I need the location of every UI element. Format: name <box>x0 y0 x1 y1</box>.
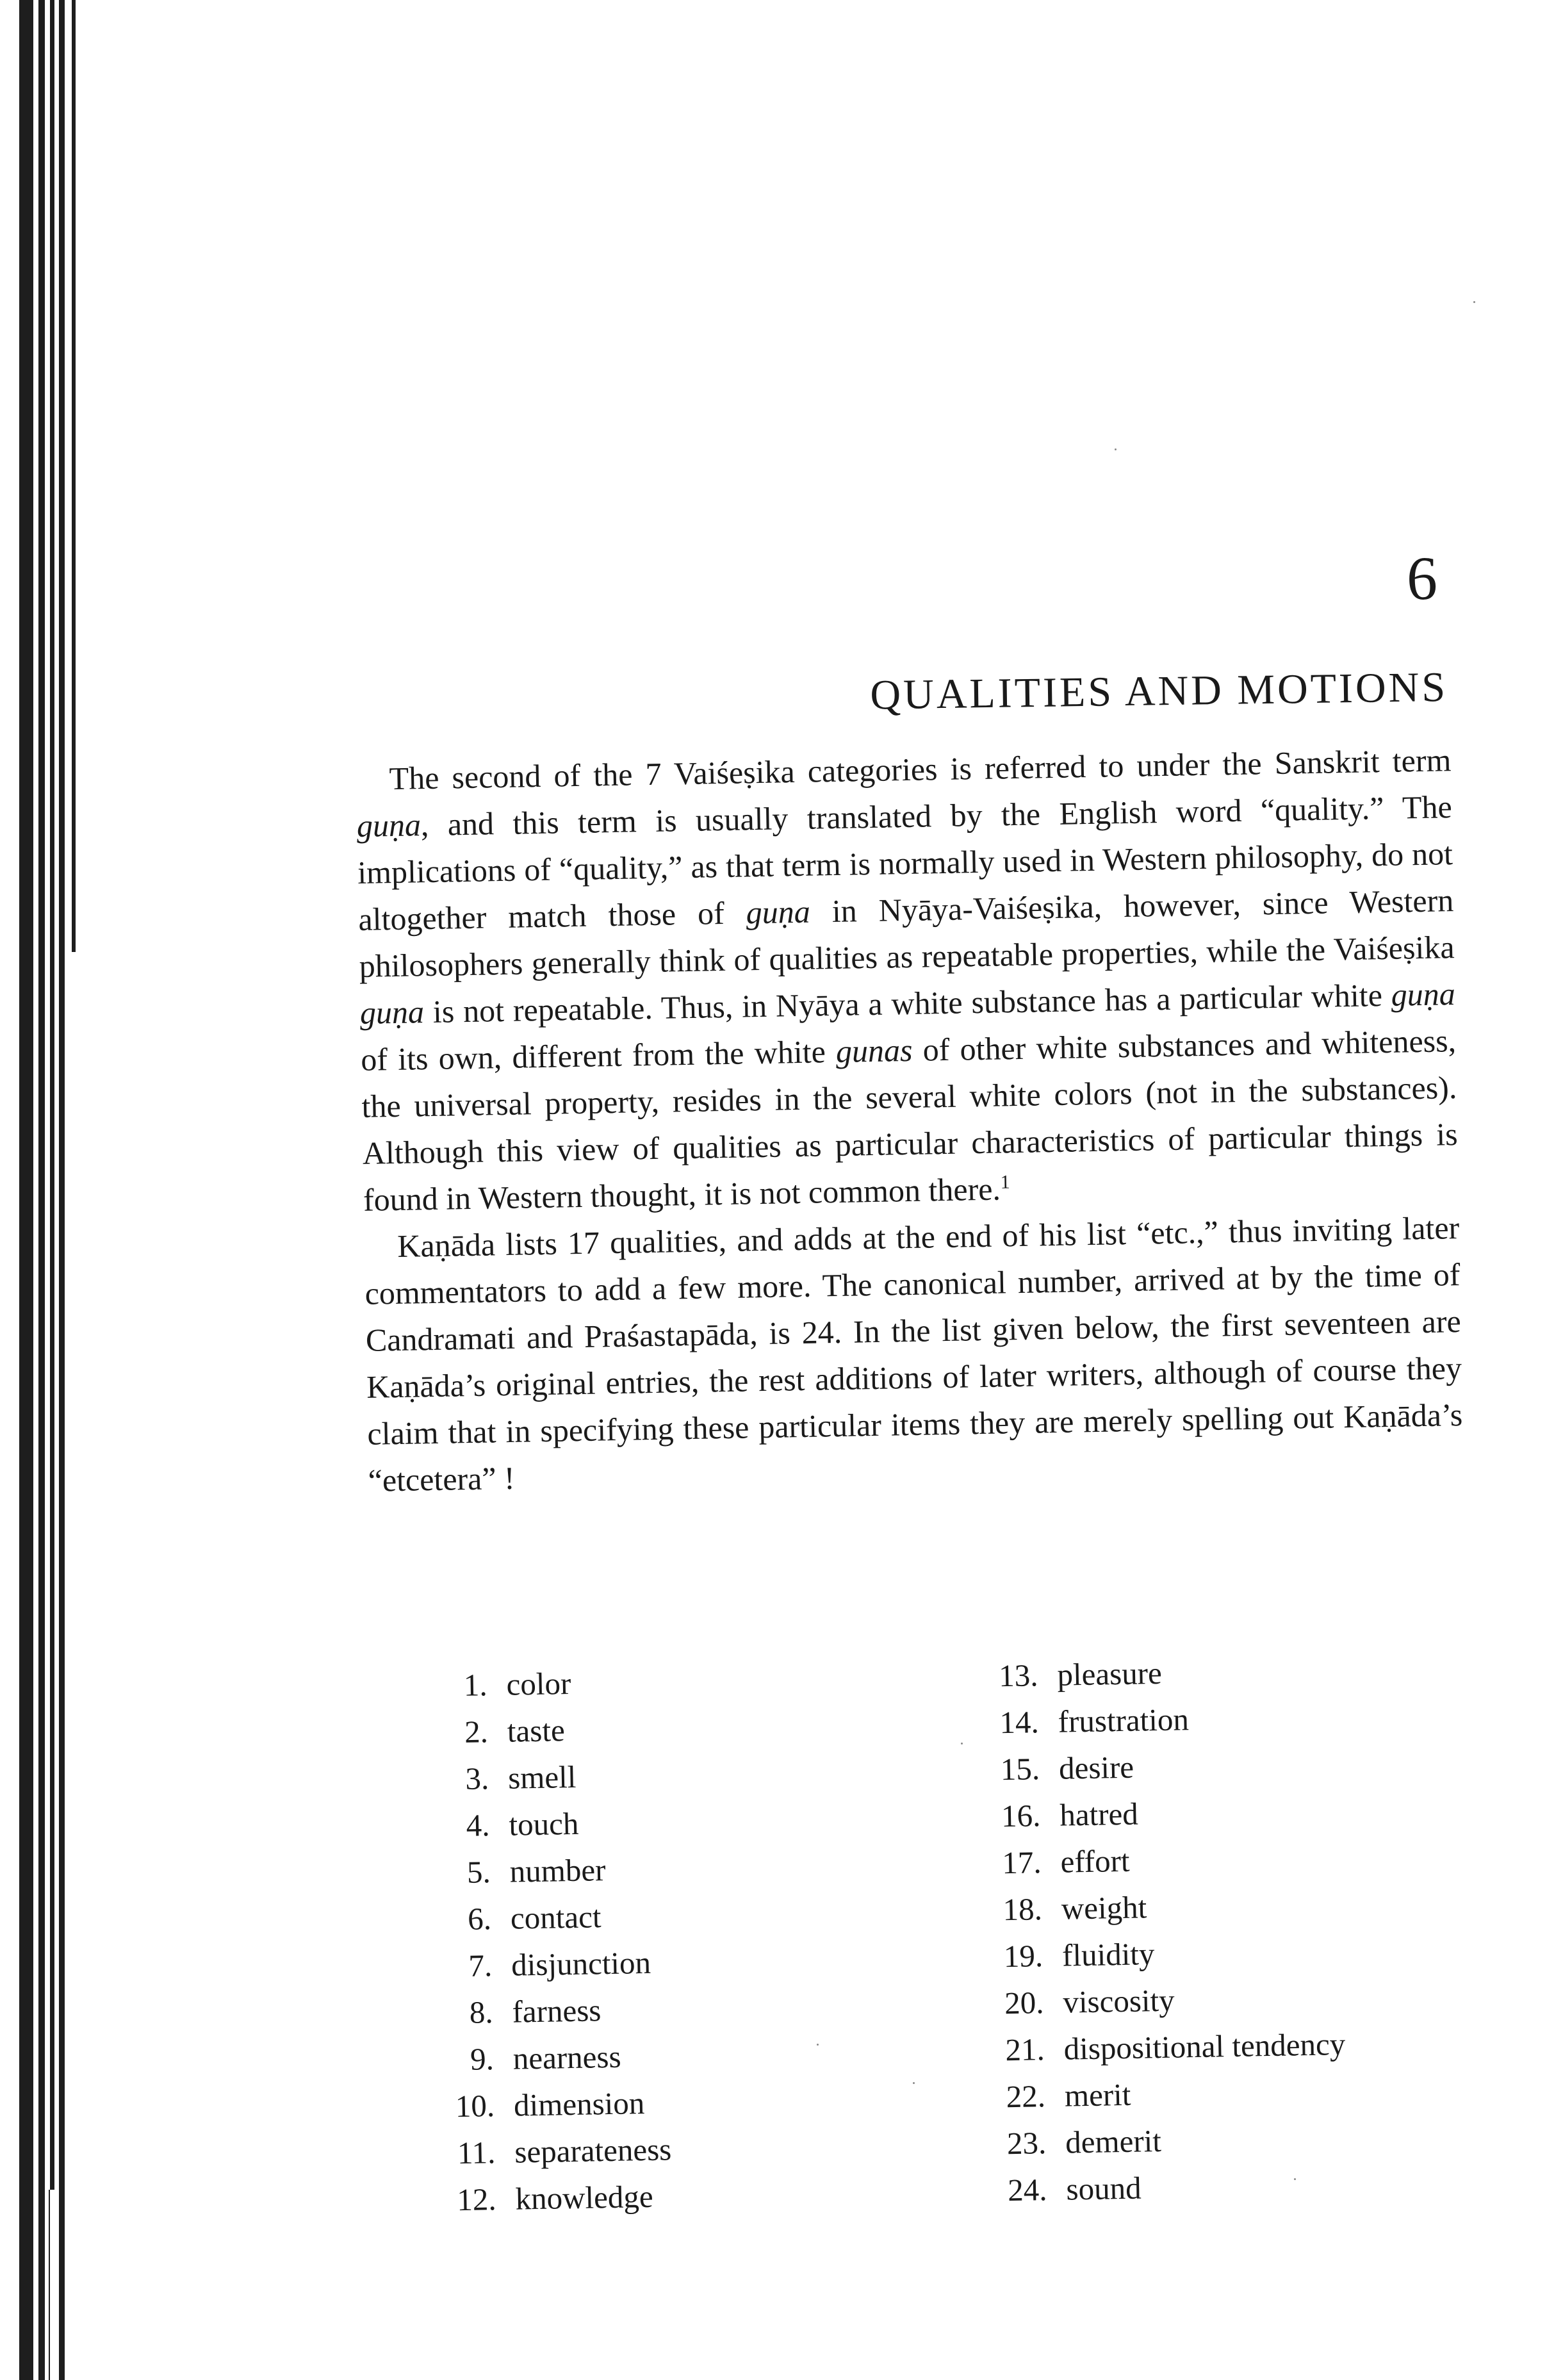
quality-number: 19. <box>1003 1938 1043 1974</box>
quality-number: 3. <box>464 1760 489 1796</box>
quality-item <box>423 1658 664 1709</box>
quality-item <box>974 1693 1340 1746</box>
quality-number: 21. <box>1004 2031 1045 2068</box>
quality-name: effort <box>1060 1842 1130 1880</box>
paragraph-1-text: in Nyāya-Vaiśeṣika, however, since Western philosophers generally think of qualities as repeatable properties, while the Vaiśeṣika <box>359 882 1455 984</box>
quality-item <box>429 2032 670 2083</box>
quality-name: demerit <box>1065 2122 1162 2160</box>
quality-item <box>432 2172 673 2224</box>
quality-name: knowledge <box>515 2178 654 2217</box>
quality-number: 15. <box>1000 1751 1040 1787</box>
quality-number: 8. <box>469 1994 494 2030</box>
chapter-title: QUALITIES AND MOTIONS <box>869 664 1448 719</box>
quality-name: farness <box>512 1992 601 2030</box>
quality-name: separateness <box>514 2131 672 2170</box>
quality-name: weight <box>1061 1889 1147 1926</box>
paper-speck <box>1115 448 1117 450</box>
quality-item <box>431 2126 672 2177</box>
quality-item <box>979 1974 1345 2027</box>
quality-name: smell <box>507 1759 577 1796</box>
guna-term: guṇa <box>746 893 811 931</box>
paragraph-1-text: is not repeatable. Thus, in Nyāya a white substance has a particular white <box>423 976 1392 1030</box>
spine-band <box>50 0 54 2190</box>
quality-number: 22. <box>1006 2078 1046 2115</box>
paragraph-1 <box>356 737 1459 1224</box>
quality-number: 4. <box>466 1807 490 1843</box>
paper-speck <box>1294 2178 1296 2180</box>
gunas-term: gunas <box>835 1031 913 1069</box>
quality-name: number <box>509 1852 606 1889</box>
spine-band <box>19 0 33 2380</box>
quality-number: 24. <box>1007 2172 1047 2208</box>
quality-item <box>974 1646 1339 1700</box>
quality-name: desire <box>1058 1749 1134 1786</box>
paper-speck <box>817 2044 819 2046</box>
spine-band <box>59 0 65 2380</box>
quality-item <box>425 1798 666 1850</box>
quality-number: 6. <box>467 1901 492 1937</box>
quality-number: 20. <box>1004 1985 1044 2021</box>
quality-name: nearness <box>512 2039 621 2076</box>
quality-item <box>977 1834 1343 1887</box>
paragraph-1-text: of other white substances and whiteness, the universal property, resides in the several white colors (not in the substances). Although this view of qualities as particular characteristics of particular things is found in Western thought, it is not common there. <box>361 1022 1459 1218</box>
quality-name: taste <box>507 1712 566 1749</box>
quality-name: sound <box>1066 2170 1142 2207</box>
paragraph-1-text: of its own, different from the white <box>360 1033 837 1078</box>
paper-speck <box>1473 301 1475 303</box>
guna-term: guṇa <box>1391 976 1456 1013</box>
quality-item <box>428 1939 669 1990</box>
qualities-column-left <box>423 1658 673 2223</box>
quality-name: merit <box>1064 2076 1131 2113</box>
quality-number: 5. <box>466 1854 491 1890</box>
quality-name: frustration <box>1058 1702 1190 1739</box>
quality-name: pleasure <box>1057 1655 1163 1693</box>
quality-item <box>980 2021 1346 2074</box>
quality-number: 11. <box>457 2135 496 2171</box>
quality-number: 10. <box>455 2088 495 2124</box>
quality-name: fluidity <box>1061 1936 1155 1973</box>
paper-speck <box>913 2082 915 2084</box>
quality-item <box>430 2079 671 2130</box>
quality-number: 9. <box>470 2041 495 2077</box>
quality-name: dimension <box>513 2085 645 2123</box>
quality-number: 7. <box>468 1948 493 1983</box>
quality-item <box>982 2114 1348 2167</box>
quality-number: 18. <box>1002 1891 1043 1928</box>
qualities-column-right <box>974 1646 1348 2214</box>
quality-number: 14. <box>999 1704 1040 1741</box>
qualities-list <box>423 1644 1496 2239</box>
quality-item <box>425 1752 666 1803</box>
paragraph-1-text: The second of the 7 Vaiśeṣika categories is referred to under the Sanskrit term <box>389 742 1452 797</box>
quality-number: 1. <box>463 1667 488 1703</box>
quality-item <box>979 1927 1345 1980</box>
body-text <box>356 737 1464 1504</box>
footnote-marker[interactable]: 1 <box>1000 1171 1010 1193</box>
quality-number: 2. <box>464 1714 489 1750</box>
quality-item <box>976 1787 1342 1840</box>
quality-name: viscosity <box>1062 1982 1175 2020</box>
quality-name: disjunction <box>511 1944 651 1983</box>
quality-name: hatred <box>1059 1796 1139 1833</box>
quality-item <box>429 1985 669 2037</box>
spine-band <box>49 2190 50 2380</box>
quality-item <box>426 1845 667 1896</box>
guna-term: guṇa <box>359 994 425 1031</box>
quality-number: 17. <box>1001 1844 1042 1881</box>
paragraph-1-text: , and this term is usually translated by the English word “quality.” The implications of “quality,” as that term is normally used in Western philosophy, do not altogether match those of <box>357 789 1453 937</box>
quality-name: contact <box>510 1899 601 1936</box>
quality-number: 13. <box>998 1657 1038 1694</box>
quality-item <box>427 1892 667 1943</box>
quality-item <box>978 1880 1343 1933</box>
paragraph-2: Kaṇāda lists 17 qualities, and adds at the end of his list “etc.,” thus inviting later commentators to add a few more. The canonical number, arrived at by the time of Candramati and Praśastapāda, is 24. In the list given below, the first seventeen are Kaṇāda’s original entries, the rest additions of later writers, although of course they claim that in specifying these particular items they are merely spelling out Kaṇāda’s “etcetera” ! <box>364 1210 1463 1498</box>
quality-name: dispositional tendency <box>1063 2026 1346 2067</box>
quality-name: color <box>506 1665 571 1702</box>
quality-item <box>423 1705 664 1756</box>
quality-number: 12. <box>456 2181 497 2218</box>
guna-term: guṇa <box>356 807 421 844</box>
quality-item <box>983 2161 1348 2214</box>
spine-band <box>38 0 45 2380</box>
quality-item <box>981 2067 1346 2121</box>
quality-name: touch <box>508 1805 579 1842</box>
quality-item <box>975 1740 1341 1793</box>
chapter-number: 6 <box>1407 544 1437 612</box>
book-spine-shadow <box>0 0 102 2380</box>
quality-number: 16. <box>1001 1798 1041 1834</box>
spine-band <box>72 0 76 952</box>
quality-number: 23. <box>1006 2125 1047 2162</box>
paper-speck <box>961 1743 963 1744</box>
